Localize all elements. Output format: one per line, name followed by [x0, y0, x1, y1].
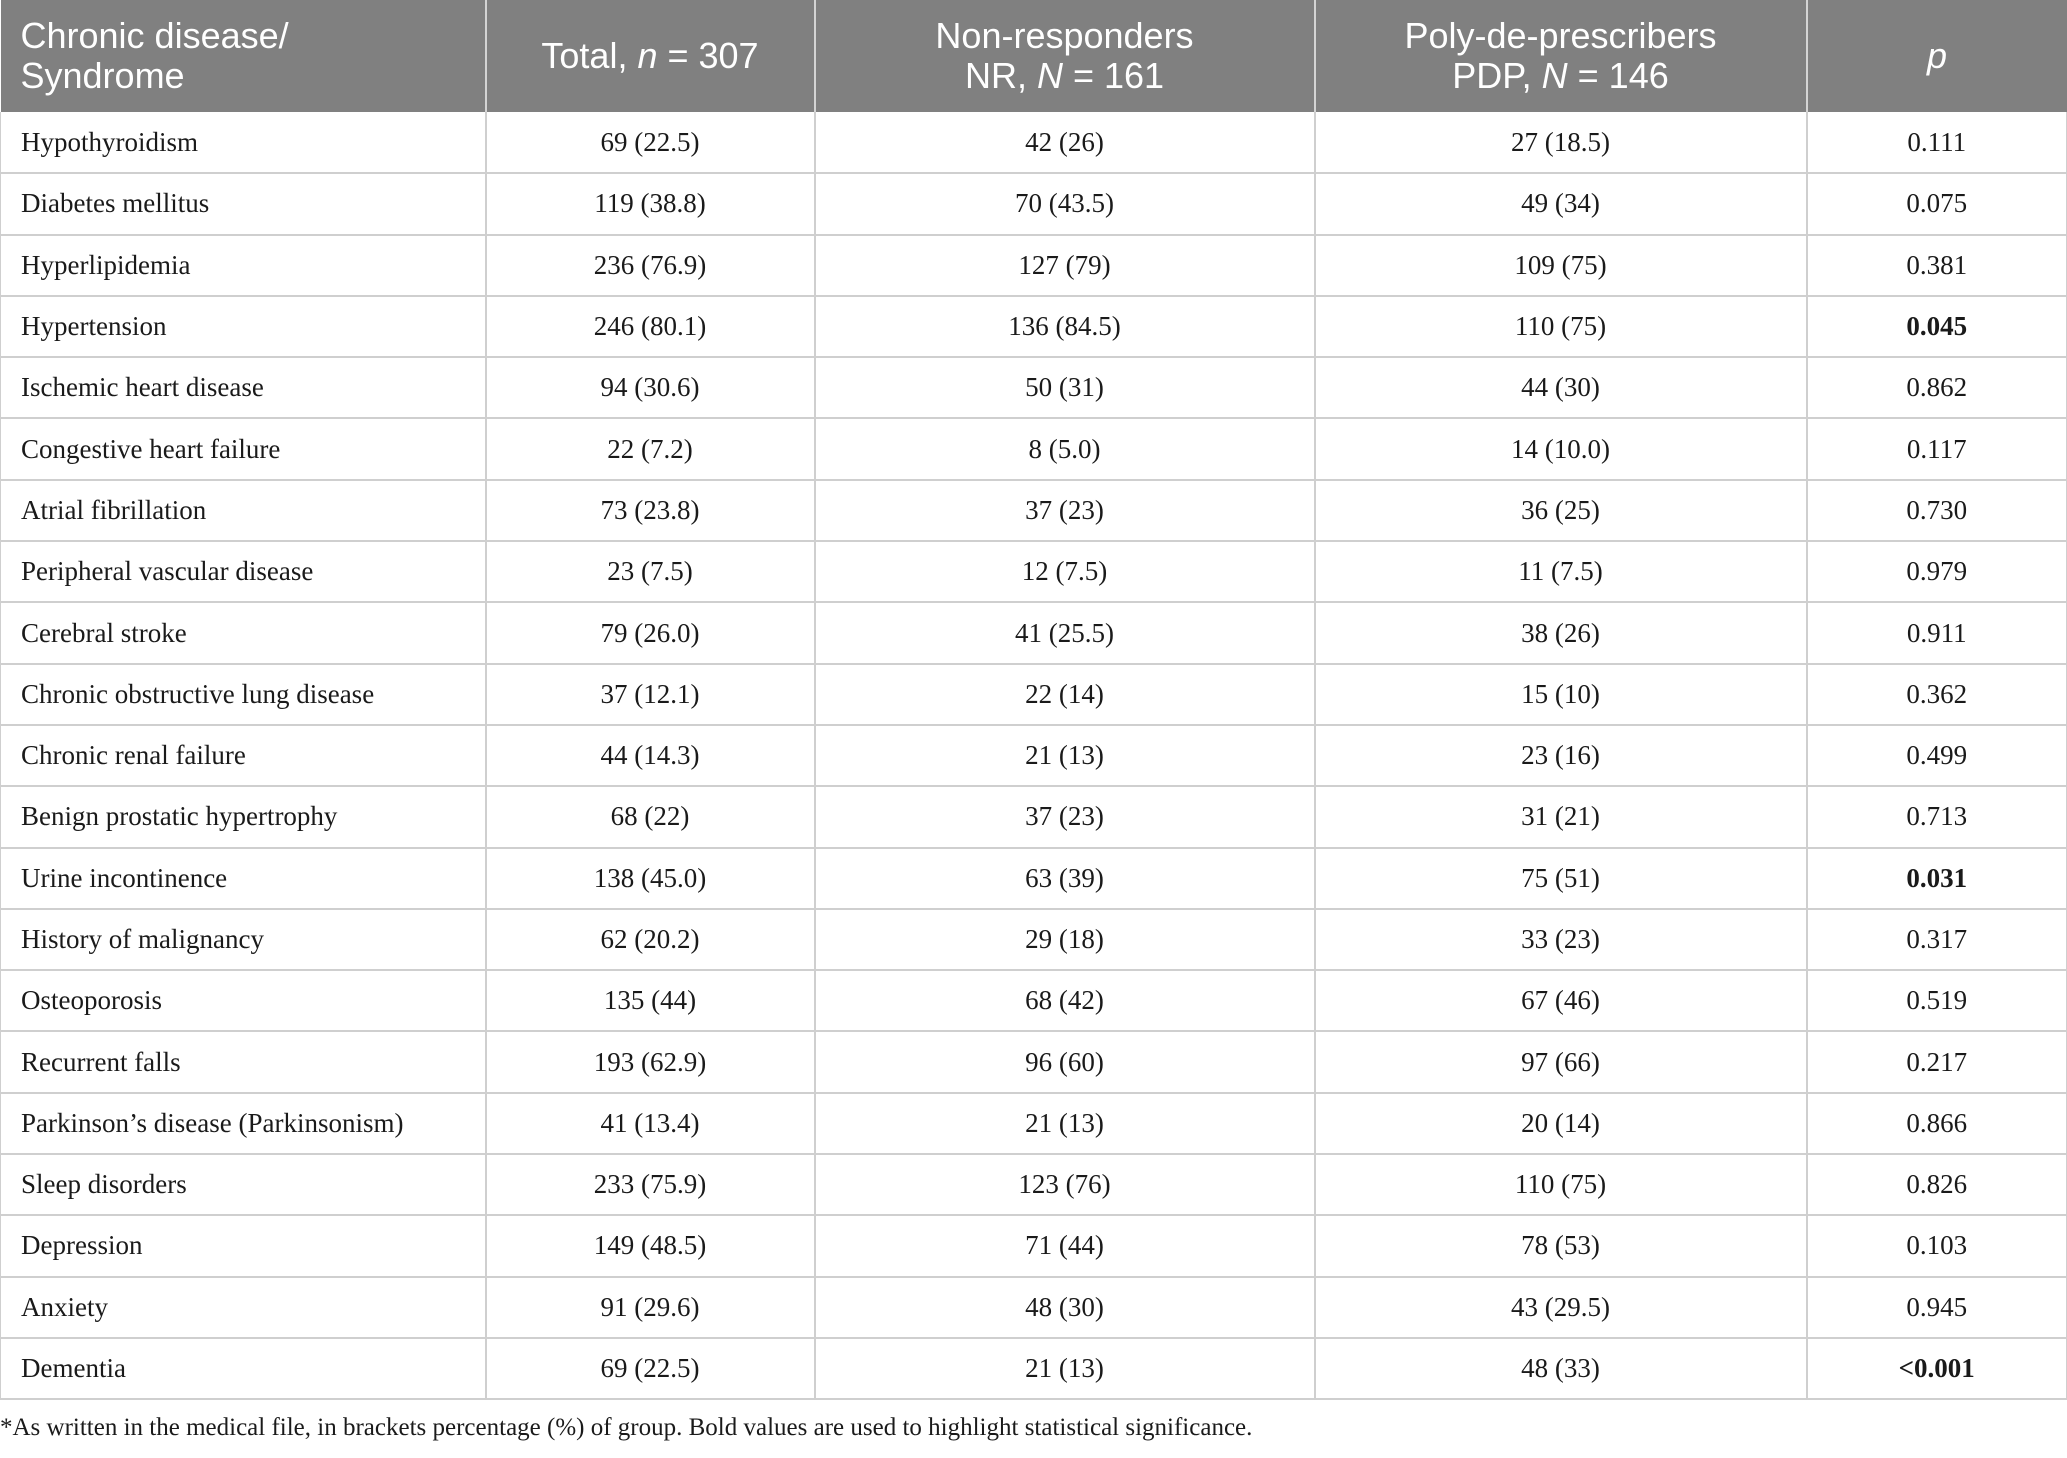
cell-disease: Benign prostatic hypertrophy — [1, 786, 486, 847]
header-nr-prefix: NR, — [964, 55, 1037, 96]
header-pdp-prefix: PDP, — [1452, 55, 1542, 96]
header-non-responders-line2 — [836, 56, 1294, 96]
table-row — [1, 1338, 2067, 1399]
cell-non-responders: 21 (13) — [815, 1093, 1315, 1154]
table-row — [1, 602, 2067, 663]
cell-poly-de-prescribers: 78 (53) — [1315, 1215, 1807, 1276]
header-chronic-disease-line2: Syndrome — [20, 55, 185, 96]
cell-p-value: 0.979 — [1807, 541, 2067, 602]
table-row — [1, 296, 2067, 357]
cell-disease: Ischemic heart disease — [1, 357, 486, 418]
cell-poly-de-prescribers: 36 (25) — [1315, 480, 1807, 541]
table-row — [1, 112, 2067, 173]
cell-disease: Diabetes mellitus — [1, 173, 486, 234]
cell-total: 193 (62.9) — [486, 1031, 815, 1092]
table-body — [1, 112, 2067, 1399]
table-header — [1, 0, 2067, 112]
header-total-suffix: = 307 — [657, 35, 759, 76]
cell-p-value: 0.866 — [1807, 1093, 2067, 1154]
cell-poly-de-prescribers: 109 (75) — [1315, 235, 1807, 296]
cell-disease: Depression — [1, 1215, 486, 1276]
cell-p-value: 0.362 — [1807, 664, 2067, 725]
cell-non-responders: 29 (18) — [815, 909, 1315, 970]
cell-disease: Hypothyroidism — [1, 112, 486, 173]
cell-poly-de-prescribers: 43 (29.5) — [1315, 1277, 1807, 1338]
cell-p-value: 0.317 — [1807, 909, 2067, 970]
cell-p-value: 0.103 — [1807, 1215, 2067, 1276]
cell-poly-de-prescribers: 110 (75) — [1315, 1154, 1807, 1215]
cell-disease: Hyperlipidemia — [1, 235, 486, 296]
cell-disease: Urine incontinence — [1, 848, 486, 909]
table-row — [1, 786, 2067, 847]
header-nr-var: N — [1036, 55, 1063, 96]
cell-p-value: 0.117 — [1807, 418, 2067, 479]
cell-p-value: 0.045 — [1807, 296, 2067, 357]
cell-poly-de-prescribers: 48 (33) — [1315, 1338, 1807, 1399]
header-total-var: n — [637, 35, 658, 76]
cell-p-value: 0.111 — [1807, 112, 2067, 173]
cell-p-value: 0.945 — [1807, 1277, 2067, 1338]
table-row — [1, 1031, 2067, 1092]
cell-p-value: 0.911 — [1807, 602, 2067, 663]
cell-disease: Congestive heart failure — [1, 418, 486, 479]
cell-disease: Anxiety — [1, 1277, 486, 1338]
cell-p-value: 0.826 — [1807, 1154, 2067, 1215]
cell-total: 236 (76.9) — [486, 235, 815, 296]
header-non-responders — [815, 0, 1315, 112]
cell-p-value: <0.001 — [1807, 1338, 2067, 1399]
header-total-prefix: Total, — [541, 35, 638, 76]
table-row — [1, 1277, 2067, 1338]
header-p-value — [1807, 0, 2067, 112]
cell-non-responders: 71 (44) — [815, 1215, 1315, 1276]
table-row — [1, 848, 2067, 909]
cell-total: 73 (23.8) — [486, 480, 815, 541]
cell-poly-de-prescribers: 14 (10.0) — [1315, 418, 1807, 479]
table-row — [1, 480, 2067, 541]
table-row — [1, 418, 2067, 479]
table-row — [1, 664, 2067, 725]
cell-poly-de-prescribers: 33 (23) — [1315, 909, 1807, 970]
table-row — [1, 235, 2067, 296]
cell-non-responders: 48 (30) — [815, 1277, 1315, 1338]
cell-non-responders: 22 (14) — [815, 664, 1315, 725]
cell-non-responders: 127 (79) — [815, 235, 1315, 296]
cell-total: 44 (14.3) — [486, 725, 815, 786]
cell-total: 62 (20.2) — [486, 909, 815, 970]
table-row — [1, 1093, 2067, 1154]
cell-total: 37 (12.1) — [486, 664, 815, 725]
table-row — [1, 173, 2067, 234]
cell-p-value: 0.217 — [1807, 1031, 2067, 1092]
cell-poly-de-prescribers: 38 (26) — [1315, 602, 1807, 663]
cell-total: 79 (26.0) — [486, 602, 815, 663]
cell-total: 41 (13.4) — [486, 1093, 815, 1154]
cell-disease: Parkinson’s disease (Parkinsonism) — [1, 1093, 486, 1154]
cell-p-value: 0.031 — [1807, 848, 2067, 909]
cell-total: 233 (75.9) — [486, 1154, 815, 1215]
cell-total: 91 (29.6) — [486, 1277, 815, 1338]
cell-poly-de-prescribers: 20 (14) — [1315, 1093, 1807, 1154]
cell-disease: Hypertension — [1, 296, 486, 357]
cell-poly-de-prescribers: 11 (7.5) — [1315, 541, 1807, 602]
cell-disease: Osteoporosis — [1, 970, 486, 1031]
cell-poly-de-prescribers: 31 (21) — [1315, 786, 1807, 847]
cell-p-value: 0.862 — [1807, 357, 2067, 418]
cell-disease: Atrial fibrillation — [1, 480, 486, 541]
table-row — [1, 1215, 2067, 1276]
cell-poly-de-prescribers: 44 (30) — [1315, 357, 1807, 418]
table-row — [1, 1154, 2067, 1215]
header-nr-suffix: = 161 — [1062, 55, 1165, 96]
cell-non-responders: 63 (39) — [815, 848, 1315, 909]
table-row — [1, 357, 2067, 418]
cell-poly-de-prescribers: 27 (18.5) — [1315, 112, 1807, 173]
header-chronic-disease-line1: Chronic disease/ — [20, 15, 289, 56]
cell-non-responders: 37 (23) — [815, 786, 1315, 847]
header-non-responders-line1: Non-responders — [935, 15, 1194, 56]
cell-non-responders: 8 (5.0) — [815, 418, 1315, 479]
cell-non-responders: 96 (60) — [815, 1031, 1315, 1092]
cell-total: 69 (22.5) — [486, 112, 815, 173]
cell-total: 246 (80.1) — [486, 296, 815, 357]
cell-p-value: 0.381 — [1807, 235, 2067, 296]
header-pdp-var: N — [1541, 55, 1568, 96]
cell-disease: Chronic obstructive lung disease — [1, 664, 486, 725]
cell-non-responders: 21 (13) — [815, 1338, 1315, 1399]
cell-disease: Dementia — [1, 1338, 486, 1399]
cell-disease: Peripheral vascular disease — [1, 541, 486, 602]
cell-total: 119 (38.8) — [486, 173, 815, 234]
header-chronic-disease — [1, 0, 486, 112]
cell-poly-de-prescribers: 97 (66) — [1315, 1031, 1807, 1092]
cell-total: 149 (48.5) — [486, 1215, 815, 1276]
cell-non-responders: 12 (7.5) — [815, 541, 1315, 602]
cell-disease: History of malignancy — [1, 909, 486, 970]
header-p-var: p — [1926, 35, 1948, 76]
cell-p-value: 0.519 — [1807, 970, 2067, 1031]
cell-non-responders: 70 (43.5) — [815, 173, 1315, 234]
cell-p-value: 0.499 — [1807, 725, 2067, 786]
table-row — [1, 541, 2067, 602]
cell-poly-de-prescribers: 49 (34) — [1315, 173, 1807, 234]
cell-non-responders: 37 (23) — [815, 480, 1315, 541]
cell-total: 94 (30.6) — [486, 357, 815, 418]
cell-poly-de-prescribers: 23 (16) — [1315, 725, 1807, 786]
header-total — [486, 0, 815, 112]
table-row — [1, 725, 2067, 786]
cell-non-responders: 68 (42) — [815, 970, 1315, 1031]
cell-non-responders: 41 (25.5) — [815, 602, 1315, 663]
cell-p-value: 0.730 — [1807, 480, 2067, 541]
cell-total: 22 (7.2) — [486, 418, 815, 479]
cell-total: 138 (45.0) — [486, 848, 815, 909]
header-row — [1, 0, 2067, 112]
cell-p-value: 0.713 — [1807, 786, 2067, 847]
header-poly-de-prescribers — [1315, 0, 1807, 112]
cell-p-value: 0.075 — [1807, 173, 2067, 234]
cell-poly-de-prescribers: 67 (46) — [1315, 970, 1807, 1031]
cell-poly-de-prescribers: 110 (75) — [1315, 296, 1807, 357]
cell-total: 69 (22.5) — [486, 1338, 815, 1399]
cell-total: 68 (22) — [486, 786, 815, 847]
header-pdp-line2 — [1336, 56, 1786, 96]
cell-disease: Chronic renal failure — [1, 725, 486, 786]
header-pdp-line1: Poly-de-prescribers — [1404, 15, 1717, 56]
table-row — [1, 970, 2067, 1031]
cell-disease: Sleep disorders — [1, 1154, 486, 1215]
table-row — [1, 909, 2067, 970]
cell-non-responders: 136 (84.5) — [815, 296, 1315, 357]
cell-disease: Recurrent falls — [1, 1031, 486, 1092]
cell-poly-de-prescribers: 75 (51) — [1315, 848, 1807, 909]
header-pdp-suffix: = 146 — [1567, 55, 1669, 96]
cell-non-responders: 42 (26) — [815, 112, 1315, 173]
cell-total: 135 (44) — [486, 970, 815, 1031]
cell-non-responders: 21 (13) — [815, 725, 1315, 786]
cell-poly-de-prescribers: 15 (10) — [1315, 664, 1807, 725]
table-footnote: *As written in the medical file, in brackets percentage (%) of group. Bold values are used to highlight statistical significance. — [0, 1414, 1253, 1441]
cell-non-responders: 123 (76) — [815, 1154, 1315, 1215]
cell-non-responders: 50 (31) — [815, 357, 1315, 418]
cell-total: 23 (7.5) — [486, 541, 815, 602]
cell-disease: Cerebral stroke — [1, 602, 486, 663]
